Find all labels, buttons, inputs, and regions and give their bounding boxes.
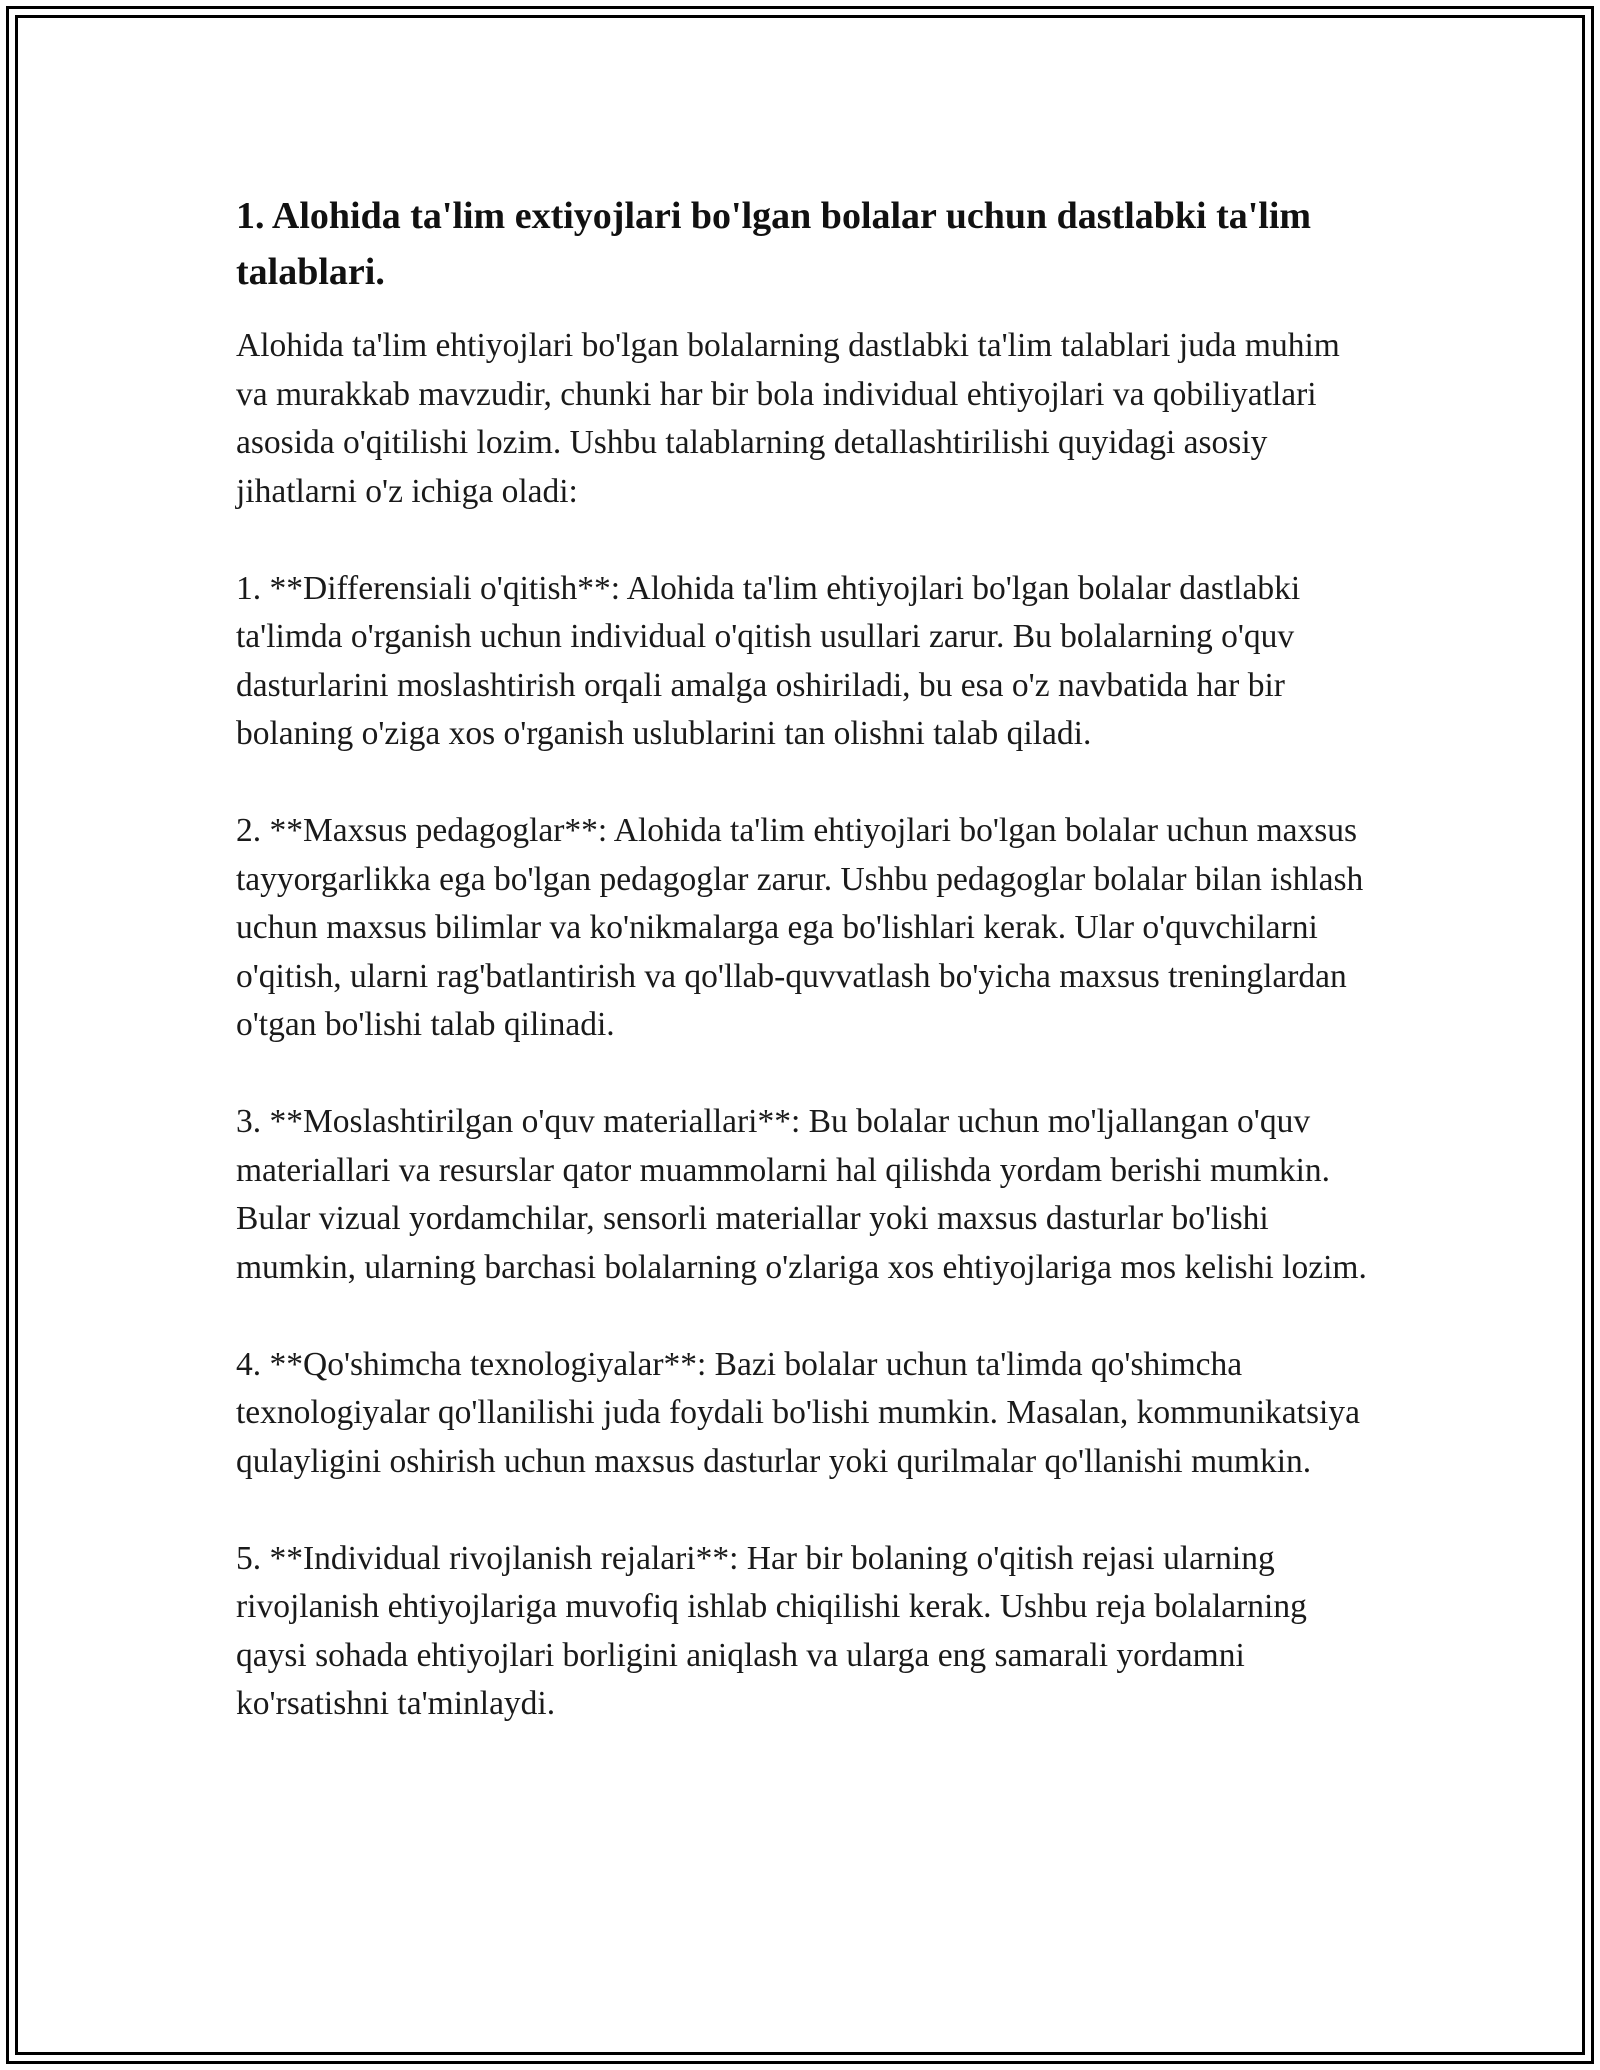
paragraph-item-4: 4. **Qo'shimcha texnologiyalar**: Bazi bolalar uchun ta'limda qo'shimcha texnologiyalar qo'llanilishi juda foydali bo'lishi mumkin. Masalan, kommunikatsiya qulayligini oshirish uchun maxsus dasturlar yoki qurilmalar qo'llanishi mumkin. xyxy=(236,1345,1360,1480)
paragraph-item-5: 5. **Individual rivojlanish rejalari**: Har bir bolaning o'qitish rejasi ularning rivojlanish ehtiyojlariga muvofiq ishlab chiqilishi kerak. Ushbu reja bolalarning qaysi sohada ehtiyojlari borligini aniqlash va ularga eng samarali yordamni ko'rsatishni ta'minlaydi. xyxy=(236,1539,1307,1722)
document-content xyxy=(236,188,1371,1777)
intro-paragraph: Alohida ta'lim ehtiyojlari bo'lgan bolalarning dastlabki ta'lim talablari juda muhim va murakkab mavzudir, chunki har bir bola individual ehtiyojlari va qobiliyatlari asosida o'qitilishi lozim. Ushbu talablarning detallashtirilishi quyidagi asosiy jihatlarni o'z ichiga oladi: xyxy=(236,327,1340,510)
paragraph-item-1: 1. **Differensiali o'qitish**: Alohida ta'lim ehtiyojlari bo'lgan bolalar dastlabki ta'limda o'rganish uchun individual o'qitish usullari zarur. Bu bolalarning o'quv dasturlarini moslashtirish orqali amalga oshiriladi, bu esa o'z navbatida har bir bolaning o'ziga xos o'rganish uslublarini tan olishni talab qiladi. xyxy=(236,569,1301,752)
paragraph-item-2: 2. **Maxsus pedagoglar**: Alohida ta'lim ehtiyojlari bo'lgan bolalar uchun maxsus tayyorgarlikka ega bo'lgan pedagoglar zarur. Ushbu pedagoglar bolalar bilan ishlash uchun maxsus bilimlar va ko'nikmalarga ega bo'lishlari kerak. Ular o'quvchilarni o'qitish, ularni rag'batlantirish va qo'llab-quvvatlash bo'yicha maxsus treninglardan o'tgan bo'lishi talab qilinadi. xyxy=(236,812,1364,1043)
paragraph-item-3: 3. **Moslashtirilgan o'quv materiallari**: Bu bolalar uchun mo'ljallangan o'quv materiallari va resurslar qator muammolarni hal qilishda yordam berishi mumkin. Bular vizual yordamchilar, sensorli materiallar yoki maxsus dasturlar bo'lishi mumkin, ularning barchasi bolalarning o'zlariga xos ehtiyojlariga mos kelishi lozim. xyxy=(236,1103,1367,1286)
section-heading: 1. Alohida ta'lim extiyojlari bo'lgan bolalar uchun dastlabki ta'lim talablari. xyxy=(236,195,1312,293)
